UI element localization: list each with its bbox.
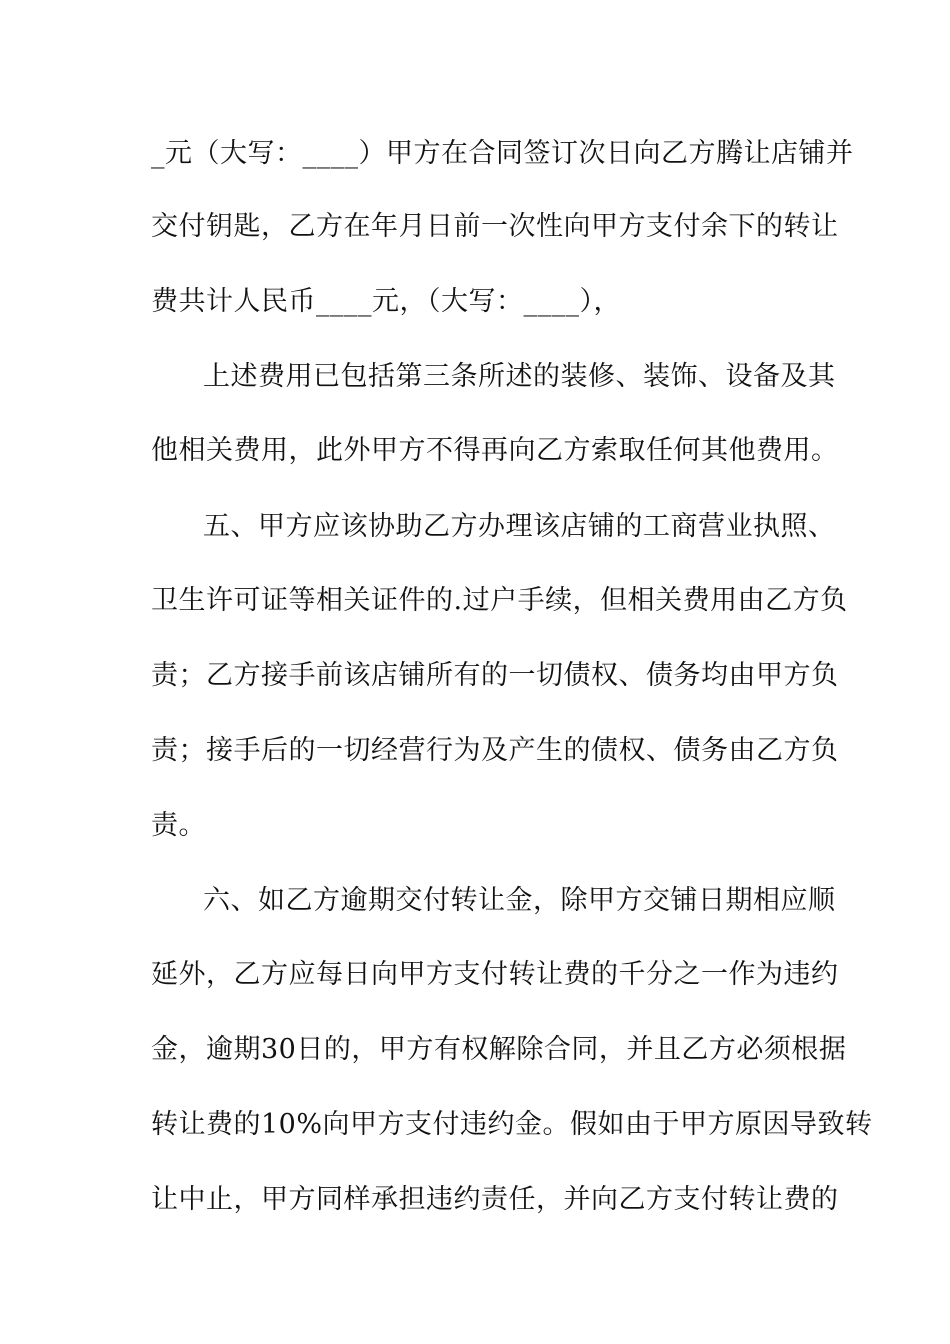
paragraph-line-15: 让中止，甲方同样承担违约责任，并向乙方支付转让费的 <box>151 1184 839 1215</box>
paragraph-line-11: 六、如乙方逾期交付转让金，除甲方交铺日期相应顺 <box>203 885 836 916</box>
paragraph-line-9: 责；接手后的一切经营行为及产生的债权、债务由乙方负 <box>151 735 839 766</box>
paragraph-line-10: 责。 <box>151 810 206 841</box>
paragraph-line-4: 上述费用已包括第三条所述的装修、装饰、设备及其 <box>203 361 836 392</box>
paragraph-line-12: 延外，乙方应每日向甲方支付转让费的千分之一作为违约 <box>151 959 839 990</box>
paragraph-line-6: 五、甲方应该协助乙方办理该店铺的工商营业执照、 <box>203 511 836 542</box>
paragraph-line-3: 费共计人民币____元，（大写：____）， <box>151 286 621 317</box>
paragraph-line-13: 金，逾期30日的，甲方有权解除合同，并且乙方必须根据 <box>151 1034 847 1065</box>
paragraph-line-14: 转让费的10%向甲方支付违约金。假如由于甲方原因导致转 <box>151 1109 873 1140</box>
paragraph-line-8: 责；乙方接手前该店铺所有的一切债权、债务均由甲方负 <box>151 660 839 691</box>
paragraph-line-2: 交付钥匙，乙方在年月日前一次性向甲方支付余下的转让 <box>151 211 839 242</box>
paragraph-line-1: _元（大写：____）甲方在合同签订次日向乙方腾让店铺并 <box>151 138 854 169</box>
paragraph-line-7: 卫生许可证等相关证件的.过户手续，但相关费用由乙方负 <box>151 585 848 616</box>
paragraph-line-5: 他相关费用，此外甲方不得再向乙方索取任何其他费用。 <box>151 435 839 466</box>
